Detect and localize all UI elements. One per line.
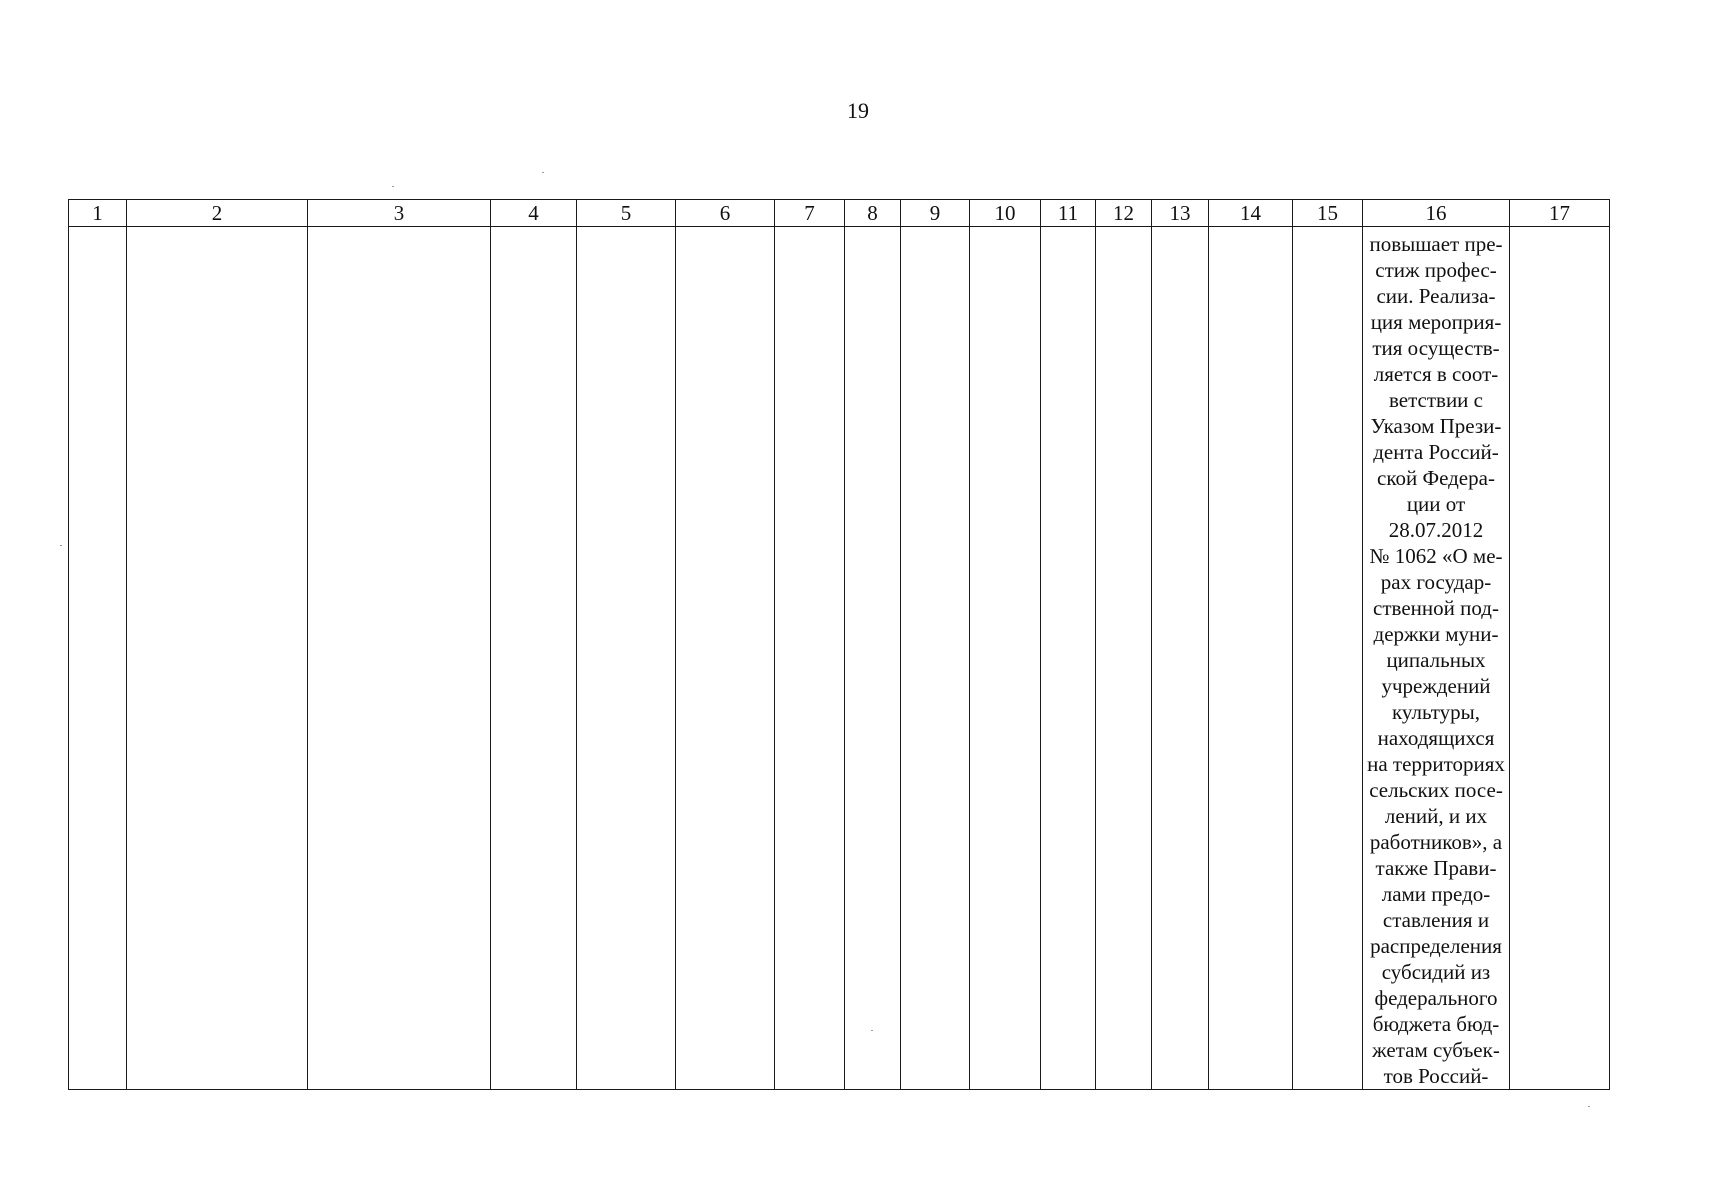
column-header-16: 16 (1363, 200, 1510, 227)
table-row (69, 227, 1610, 1090)
text-line: сельских посе- (1369, 778, 1503, 802)
text-line: ции от (1406, 492, 1466, 516)
column-header-7: 7 (775, 200, 845, 227)
cell-col-11 (1041, 227, 1096, 1090)
scan-speck (1588, 1106, 1590, 1107)
text-line: также Прави- (1375, 856, 1497, 880)
text-line: работников», а (1369, 830, 1503, 854)
text-line: дента Россий- (1373, 440, 1499, 464)
text-line: лений, и их (1384, 804, 1488, 828)
text-line: ственной под- (1373, 596, 1499, 620)
cell-col-12 (1096, 227, 1152, 1090)
text-line: лами предо- (1381, 882, 1491, 906)
cell-col-8 (845, 227, 901, 1090)
text-line: бюджета бюд- (1372, 1012, 1500, 1036)
text-line: учреждений (1381, 674, 1491, 698)
column16-text (1363, 227, 1509, 1089)
text-line: жетам субъек- (1372, 1038, 1500, 1062)
column-header-2: 2 (127, 200, 308, 227)
cell-col-2 (127, 227, 308, 1090)
column-header-17: 17 (1510, 200, 1610, 227)
text-line: распределения (1370, 934, 1502, 958)
text-line: сии. Реализа- (1376, 284, 1496, 308)
column-header-14: 14 (1209, 200, 1293, 227)
text-line: ляется в соот- (1373, 362, 1499, 386)
text-line: стиж профес- (1375, 258, 1497, 282)
text-line: держки муни- (1373, 622, 1499, 646)
cell-col-16 (1363, 227, 1510, 1090)
column-header-11: 11 (1041, 200, 1096, 227)
column-header-13: 13 (1152, 200, 1209, 227)
column-header-8: 8 (845, 200, 901, 227)
scan-speck (60, 545, 62, 546)
column-header-10: 10 (970, 200, 1041, 227)
text-line: рах государ- (1380, 570, 1492, 594)
text-line: № 1062 «О ме- (1369, 544, 1503, 568)
cell-col-1 (69, 227, 127, 1090)
text-line: на территориях (1367, 752, 1505, 776)
text-line: ципальных (1386, 648, 1486, 672)
text-line: ставления и (1382, 908, 1490, 932)
text-line: 28.07.2012 (1388, 518, 1484, 542)
column-header-4: 4 (491, 200, 577, 227)
cell-col-5 (577, 227, 676, 1090)
text-line: субсидий из (1381, 960, 1491, 984)
header-row (69, 200, 1610, 227)
column-header-12: 12 (1096, 200, 1152, 227)
column-header-3: 3 (308, 200, 491, 227)
text-line: повышает пре- (1369, 232, 1503, 256)
data-table (68, 199, 1610, 1090)
text-line: тов Россий- (1383, 1064, 1489, 1088)
text-line: культуры, (1392, 700, 1480, 724)
cell-col-9 (901, 227, 970, 1090)
cell-col-7 (775, 227, 845, 1090)
cell-col-14 (1209, 227, 1293, 1090)
column-header-1: 1 (69, 200, 127, 227)
text-line: ской Федера- (1377, 466, 1495, 490)
scan-speck (542, 172, 544, 173)
text-line: ветствии с (1388, 388, 1483, 412)
page-number: 19 (847, 98, 869, 123)
cell-col-10 (970, 227, 1041, 1090)
column-header-5: 5 (577, 200, 676, 227)
column-header-6: 6 (676, 200, 775, 227)
text-line: находящихся (1377, 726, 1495, 750)
column-header-15: 15 (1293, 200, 1363, 227)
cell-col-6 (676, 227, 775, 1090)
cell-col-4 (491, 227, 577, 1090)
scan-speck (392, 186, 394, 187)
column-header-9: 9 (901, 200, 970, 227)
cell-col-15 (1293, 227, 1363, 1090)
cell-col-17 (1510, 227, 1610, 1090)
cell-col-13 (1152, 227, 1209, 1090)
text-line: тия осуществ- (1372, 336, 1500, 360)
scan-speck (871, 1030, 873, 1031)
cell-col-3 (308, 227, 491, 1090)
text-line: федерального (1374, 986, 1498, 1010)
text-line: ция мероприя- (1370, 310, 1502, 334)
text-line: Указом Прези- (1370, 414, 1502, 438)
